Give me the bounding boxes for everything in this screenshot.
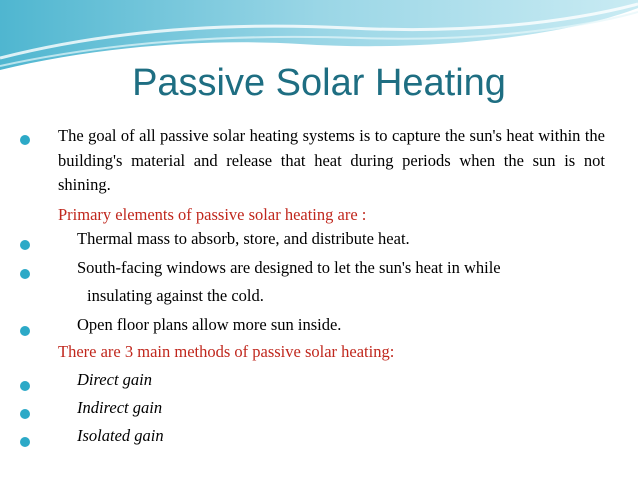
element-item-south-windows-continued: insulating against the cold. xyxy=(87,286,264,305)
bullet-icon xyxy=(20,321,30,341)
method-item-isolated: Isolated gain xyxy=(77,426,164,445)
element-item-thermal-mass: Thermal mass to absorb, store, and distribute heat. xyxy=(77,229,410,248)
bullet-icon xyxy=(20,432,30,452)
slide-title: Passive Solar Heating xyxy=(132,62,506,104)
bullet-icon xyxy=(20,376,30,396)
element-item-open-floor: Open floor plans allow more sun inside. xyxy=(77,315,342,334)
bullet-icon xyxy=(20,264,30,284)
method-item-direct: Direct gain xyxy=(77,370,152,389)
bullet-icon xyxy=(20,404,30,424)
intro-paragraph: The goal of all passive solar heating systems is to capture the sun's heat within the building's material and release that heat during periods when the sun is not shining. xyxy=(58,126,605,194)
bullet-icon xyxy=(20,130,30,150)
bullet-icon xyxy=(20,235,30,255)
elements-heading: Primary elements of passive solar heating are : xyxy=(58,205,367,224)
element-item-south-windows: South-facing windows are designed to let the sun's heat in while xyxy=(77,258,501,277)
methods-heading: There are 3 main methods of passive solar heating: xyxy=(58,342,395,361)
method-item-indirect: Indirect gain xyxy=(77,398,163,417)
